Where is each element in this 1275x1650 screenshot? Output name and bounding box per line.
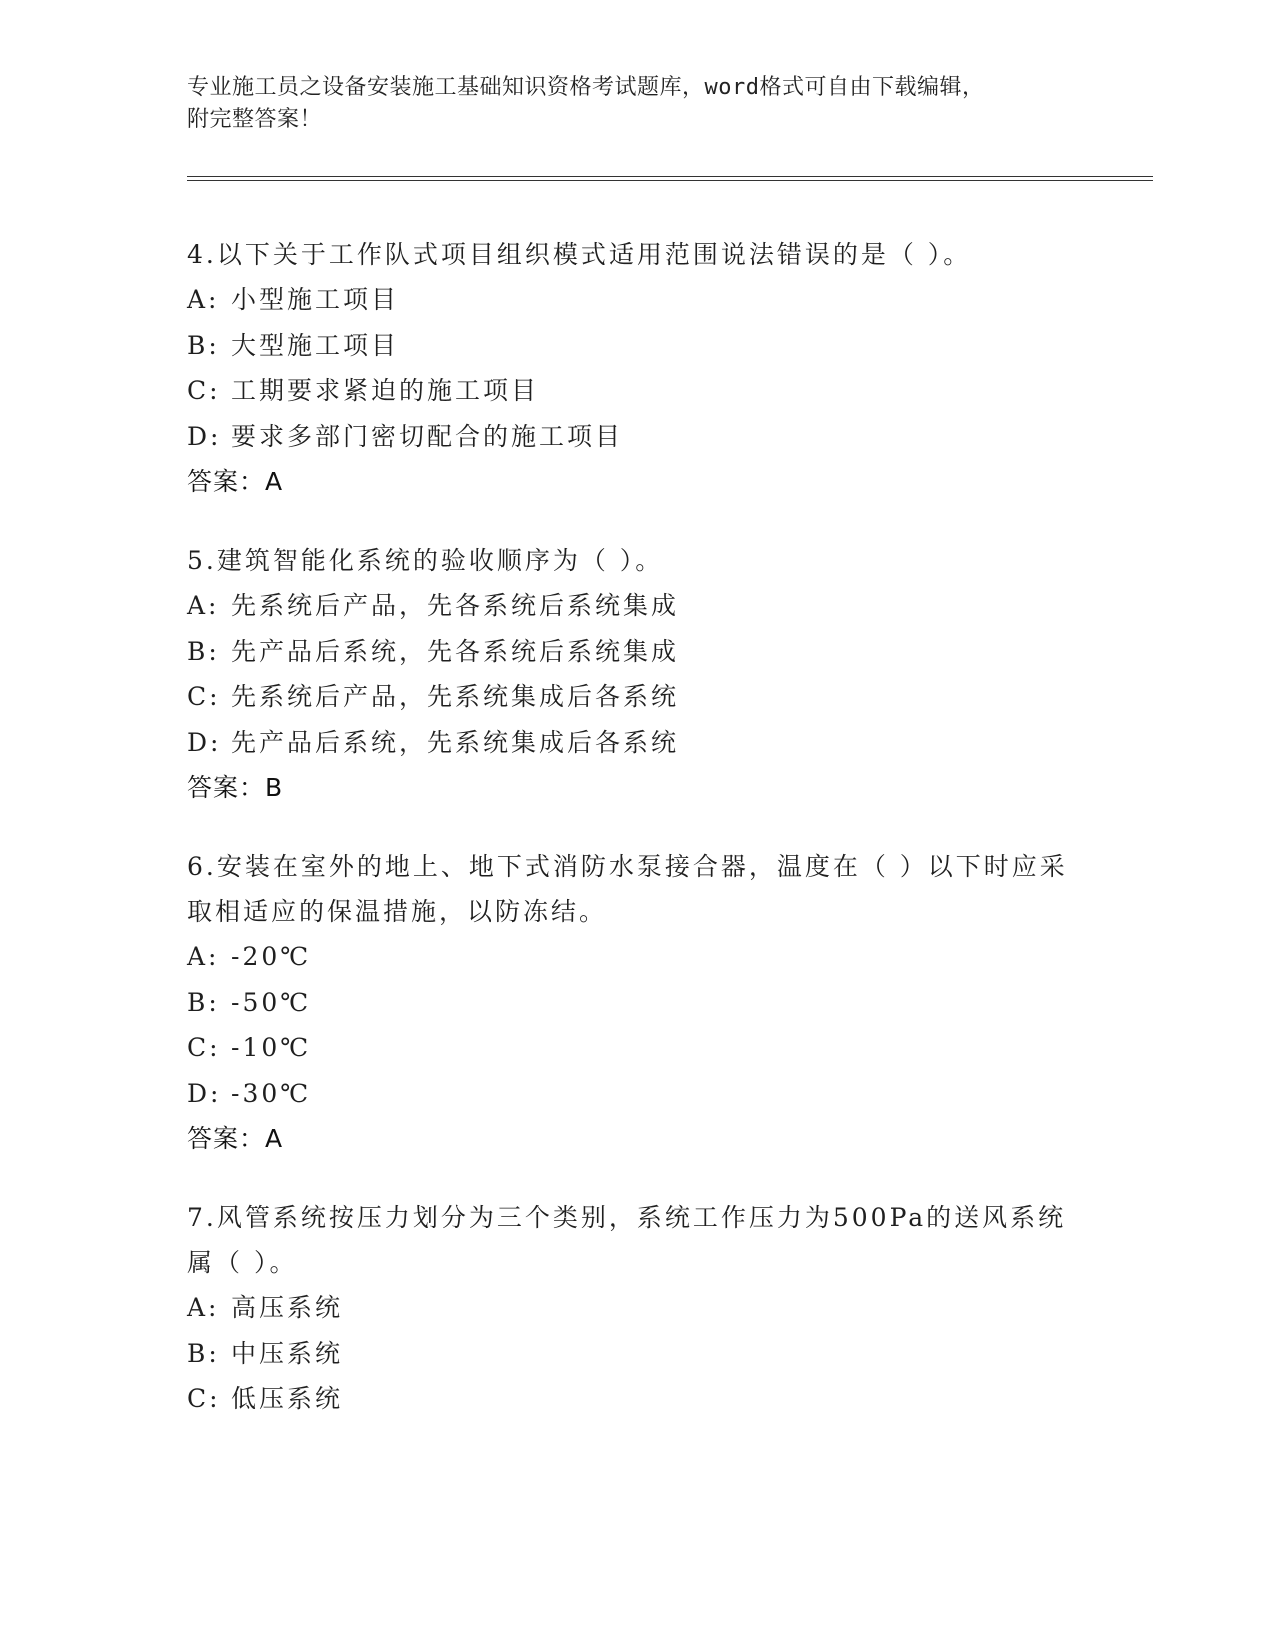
option-b: [187, 629, 1087, 675]
option-text: 先产品后系统，先各系统后系统集成: [231, 636, 680, 666]
question-item: [187, 844, 1087, 1161]
option-text: 低压系统: [231, 1384, 344, 1413]
question-stem: 4.以下关于工作队式项目组织模式适用范围说法错误的是（ ）。: [187, 240, 972, 269]
option-text: 先系统后产品，先各系统后系统集成: [231, 591, 680, 620]
option-letter: D:: [187, 421, 222, 451]
option-text: 小型施工项目: [231, 285, 400, 314]
option-text: -30℃: [231, 1078, 312, 1108]
option-c: [187, 1025, 1087, 1071]
option-b: [187, 980, 1087, 1026]
answer-line: 答案：A: [187, 1124, 284, 1153]
option-letter: B:: [187, 1338, 220, 1368]
option-letter: A:: [187, 1293, 220, 1322]
option-letter: B:: [187, 987, 220, 1017]
option-text: 先系统后产品，先系统集成后各系统: [231, 682, 680, 711]
option-text: 要求多部门密切配合的施工项目: [231, 421, 624, 451]
header-line-2: 附完整答案！: [187, 107, 323, 132]
option-letter: C:: [187, 376, 221, 405]
option-text: 大型施工项目: [231, 330, 400, 360]
option-b: [187, 1331, 1087, 1377]
option-letter: C:: [187, 1384, 221, 1413]
option-letter: B:: [187, 636, 220, 666]
question-list: [187, 232, 1087, 1456]
option-letter: A:: [187, 591, 220, 620]
option-letter: C:: [187, 682, 221, 711]
question-item: [187, 232, 1087, 504]
option-c: [187, 674, 1087, 720]
header-divider: [187, 176, 1153, 181]
option-letter: C:: [187, 1033, 221, 1062]
question-stem: 5.建筑智能化系统的验收顺序为（ ）。: [187, 546, 664, 575]
option-letter: A:: [187, 285, 220, 314]
option-text: 中压系统: [231, 1338, 344, 1368]
question-item: [187, 538, 1087, 810]
question-stem: 6.安装在室外的地上、地下式消防水泵接合器，温度在（ ）以下时应采取相适应的保温措施，以防冻结。: [187, 852, 1068, 926]
option-letter: B:: [187, 330, 220, 360]
option-a: [187, 1285, 1087, 1331]
option-a: [187, 583, 1087, 629]
option-text: -10℃: [231, 1033, 312, 1062]
option-text: 高压系统: [231, 1293, 344, 1322]
option-letter: D:: [187, 727, 222, 757]
option-text: -20℃: [231, 942, 312, 971]
option-c: [187, 368, 1087, 414]
option-text: 工期要求紧迫的施工项目: [231, 376, 540, 405]
option-text: -50℃: [231, 987, 312, 1017]
option-d: [187, 720, 1087, 766]
header-line-1: 专业施工员之设备安装施工基础知识资格考试题库，word格式可自由下载编辑，: [187, 75, 985, 100]
option-letter: A:: [187, 942, 220, 971]
option-a: [187, 277, 1087, 323]
option-d: [187, 414, 1087, 460]
question-stem: 7.风管系统按压力划分为三个类别，系统工作压力为500Pa的送风系统属（ ）。: [187, 1203, 1067, 1277]
option-b: [187, 323, 1087, 369]
option-text: 先产品后系统，先系统集成后各系统: [231, 727, 680, 757]
document-header: [187, 72, 1087, 136]
option-c: [187, 1376, 1087, 1422]
option-a: [187, 934, 1087, 980]
question-item: [187, 1195, 1087, 1422]
option-d: [187, 1071, 1087, 1117]
answer-line: 答案：A: [187, 467, 284, 496]
answer-line: 答案：B: [187, 773, 284, 802]
option-letter: D:: [187, 1078, 222, 1108]
